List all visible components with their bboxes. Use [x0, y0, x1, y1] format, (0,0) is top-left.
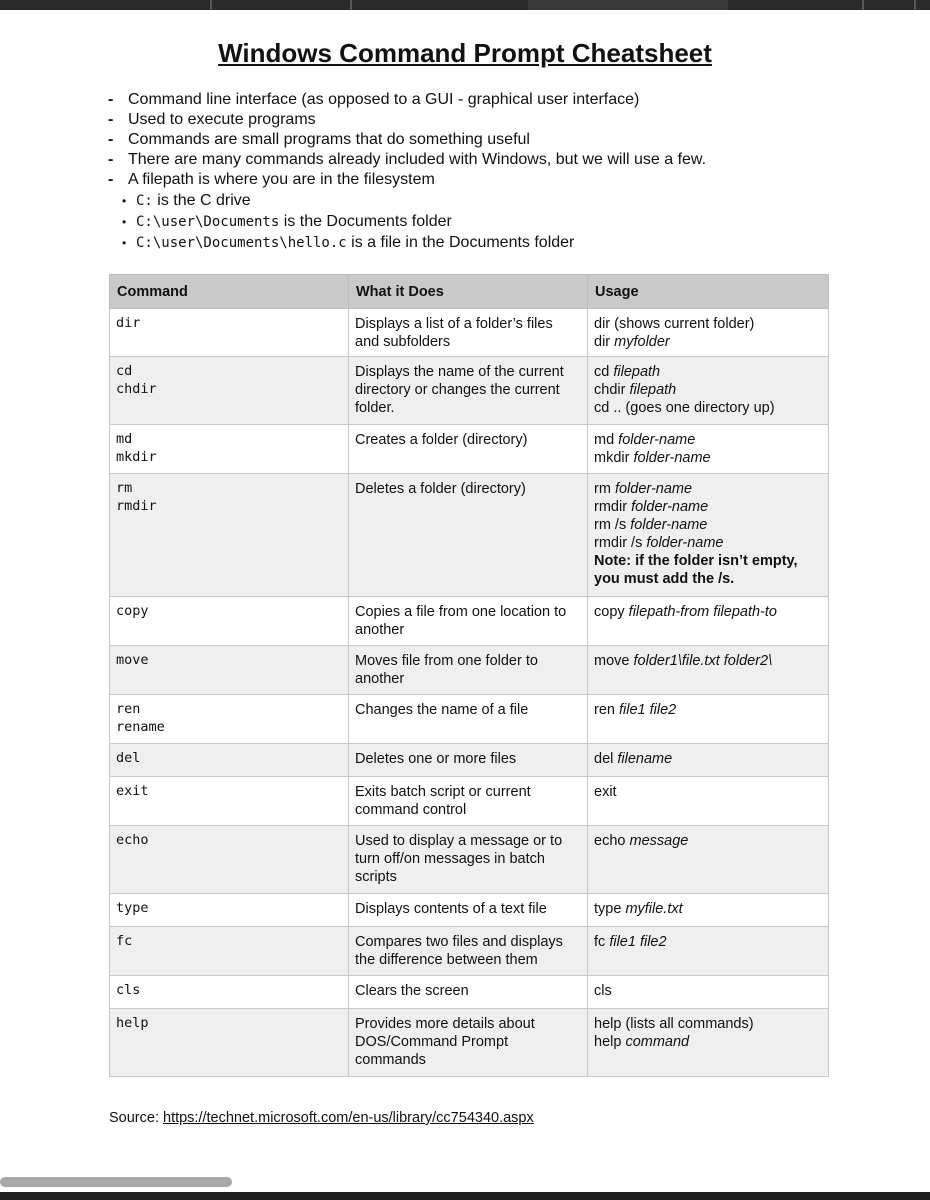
usage-argument: filepath — [613, 364, 661, 380]
usage-line — [594, 652, 822, 670]
dash-icon: - — [108, 91, 114, 108]
usage-text: del — [594, 751, 618, 767]
usage-argument: folder-name — [631, 499, 709, 515]
table-row — [110, 927, 829, 976]
list-item — [122, 190, 574, 211]
table-row — [110, 597, 829, 646]
command-name: rename — [116, 719, 165, 735]
dash-icon: - — [108, 131, 114, 148]
command-name: ren — [116, 701, 141, 717]
path-code: C: — [136, 193, 153, 209]
table-row — [110, 474, 829, 597]
description-text: another — [355, 671, 405, 687]
command-name: cls — [116, 982, 141, 998]
command-name: fc — [116, 933, 133, 949]
description-text: Displays contents of a text file — [355, 901, 547, 917]
description-cell — [349, 894, 588, 927]
usage-text: md — [594, 432, 619, 448]
path-code: C:\user\Documents — [136, 214, 280, 230]
usage-line — [594, 750, 822, 768]
description-text: the difference between them — [355, 952, 538, 968]
command-cell — [110, 646, 349, 695]
command-cell — [110, 309, 349, 357]
usage-cell — [588, 309, 829, 357]
usage-note: you must add the /s. — [594, 571, 735, 587]
usage-argument: folder-name — [618, 432, 696, 448]
top-bar-highlight — [528, 0, 728, 10]
description-text: scripts — [355, 869, 397, 885]
usage-text: rm — [594, 481, 615, 497]
usage-text: cls — [594, 983, 612, 999]
description-text: Exits batch script or current — [355, 784, 531, 800]
usage-line — [594, 480, 822, 498]
usage-line — [594, 431, 822, 449]
description-text: Deletes one or more files — [355, 751, 517, 767]
description-cell — [349, 976, 588, 1009]
description-text: Displays the name of the current — [355, 364, 564, 380]
list-item-text: Used to execute programs — [128, 111, 316, 128]
description-text: directory or changes the current — [355, 382, 560, 398]
usage-line — [594, 333, 822, 351]
intro-bullet-list — [108, 90, 706, 190]
usage-cell — [588, 1009, 829, 1077]
command-cell — [110, 1009, 349, 1077]
source-label: Source: — [109, 1110, 163, 1126]
path-code: C:\user\Documents\hello.c — [136, 235, 347, 251]
description-cell — [349, 309, 588, 357]
command-cell — [110, 597, 349, 646]
source-link[interactable]: https://technet.microsoft.com/en-us/library/cc754340.aspx — [163, 1110, 534, 1126]
dash-icon: - — [108, 111, 114, 128]
command-name: rmdir — [116, 498, 157, 514]
usage-text: fc — [594, 934, 610, 950]
description-cell — [349, 597, 588, 646]
usage-text: cd .. (goes one directory up) — [594, 400, 775, 416]
usage-line — [594, 982, 822, 1000]
usage-argument: file1 file2 — [619, 702, 677, 718]
table-row — [110, 976, 829, 1009]
description-cell — [349, 695, 588, 744]
command-name: mkdir — [116, 449, 157, 465]
top-bar-divider — [862, 0, 864, 10]
description-text: another — [355, 622, 405, 638]
table-header-row — [110, 275, 829, 309]
table-row — [110, 777, 829, 826]
usage-text: copy — [594, 604, 629, 620]
column-header: What it Does — [349, 275, 588, 309]
description-cell — [349, 425, 588, 474]
source-citation — [109, 1110, 534, 1126]
usage-text: help (lists all commands) — [594, 1016, 754, 1032]
usage-line — [594, 498, 822, 516]
usage-text: rmdir /s — [594, 535, 647, 551]
usage-text: mkdir — [594, 450, 634, 466]
table-row — [110, 357, 829, 425]
description-text: Provides more details about — [355, 1016, 535, 1032]
list-item — [108, 110, 706, 130]
usage-line — [594, 603, 822, 621]
description-text: Deletes a folder (directory) — [355, 481, 526, 497]
list-item-text: is the C drive — [152, 192, 251, 209]
description-cell — [349, 357, 588, 425]
description-text: turn off/on messages in batch — [355, 851, 545, 867]
usage-argument: folder-name — [633, 450, 711, 466]
command-cell — [110, 744, 349, 777]
description-text: Clears the screen — [355, 983, 469, 999]
bullet-dot-icon: • — [122, 194, 127, 208]
command-name: help — [116, 1015, 149, 1031]
bullet-dot-icon: • — [122, 236, 127, 250]
column-header: Usage — [588, 275, 829, 309]
description-cell — [349, 646, 588, 695]
command-cell — [110, 927, 349, 976]
top-bar-divider — [350, 0, 352, 10]
dash-icon: - — [108, 171, 114, 188]
list-item — [108, 170, 706, 190]
usage-cell — [588, 597, 829, 646]
usage-cell — [588, 777, 829, 826]
description-cell — [349, 927, 588, 976]
usage-text: move — [594, 653, 634, 669]
usage-line — [594, 900, 822, 918]
usage-argument: file1 file2 — [609, 934, 667, 950]
list-item — [122, 211, 574, 232]
usage-line — [594, 399, 822, 417]
description-text: Used to display a message or to — [355, 833, 563, 849]
usage-line — [594, 315, 822, 333]
usage-text: type — [594, 901, 626, 917]
usage-cell — [588, 357, 829, 425]
command-name: cd — [116, 363, 133, 379]
command-name: rm — [116, 480, 133, 496]
usage-line — [594, 449, 822, 467]
command-name: exit — [116, 783, 149, 799]
command-cell — [110, 826, 349, 894]
table-row — [110, 826, 829, 894]
command-table — [109, 274, 829, 1077]
usage-line — [594, 534, 822, 552]
table-row — [110, 894, 829, 927]
page-title: Windows Command Prompt Cheatsheet — [218, 38, 712, 68]
horizontal-scrollbar[interactable] — [0, 1177, 232, 1187]
usage-cell — [588, 425, 829, 474]
command-name: copy — [116, 603, 149, 619]
usage-text: cd — [594, 364, 614, 380]
usage-argument: myfile.txt — [625, 901, 683, 917]
description-cell — [349, 1009, 588, 1077]
usage-text: exit — [594, 784, 617, 800]
bullet-dot-icon: • — [122, 215, 127, 229]
usage-text: chdir — [594, 382, 630, 398]
usage-line — [594, 1015, 822, 1033]
description-cell — [349, 826, 588, 894]
top-bar-divider — [914, 0, 916, 10]
description-cell — [349, 474, 588, 597]
description-text: DOS/Command Prompt — [355, 1034, 509, 1050]
usage-text: echo — [594, 833, 630, 849]
usage-text: dir — [594, 334, 615, 350]
usage-argument: myfolder — [614, 334, 670, 350]
description-text: and subfolders — [355, 334, 451, 350]
description-text: command control — [355, 802, 467, 818]
usage-cell — [588, 474, 829, 597]
list-item-text: There are many commands already included with Windows, but we will use a few. — [128, 151, 707, 168]
usage-line — [594, 363, 822, 381]
usage-cell — [588, 646, 829, 695]
command-name: chdir — [116, 381, 157, 397]
table-row — [110, 309, 829, 357]
list-item-text: Commands are small programs that do something useful — [128, 131, 530, 148]
usage-line — [594, 381, 822, 399]
command-cell — [110, 976, 349, 1009]
filepath-sub-list — [122, 190, 574, 253]
usage-cell — [588, 976, 829, 1009]
usage-argument: folder1\file.txt folder2\ — [633, 653, 773, 669]
command-name: dir — [116, 315, 141, 331]
command-name: move — [116, 652, 149, 668]
description-text: folder. — [355, 400, 395, 416]
description-text: commands — [355, 1052, 426, 1068]
description-text: Compares two files and displays — [355, 934, 563, 950]
list-item — [108, 130, 706, 150]
column-header: Command — [110, 275, 349, 309]
usage-line — [594, 832, 822, 850]
command-name: echo — [116, 832, 149, 848]
usage-line — [594, 516, 822, 534]
usage-argument: folder-name — [630, 517, 708, 533]
command-cell — [110, 894, 349, 927]
description-cell — [349, 777, 588, 826]
list-item-text: is a file in the Documents folder — [346, 234, 575, 251]
usage-argument: command — [625, 1034, 690, 1050]
description-text: Displays a list of a folder’s files — [355, 316, 553, 332]
table-row — [110, 695, 829, 744]
list-item — [108, 90, 706, 110]
usage-line — [594, 1033, 822, 1051]
command-name: type — [116, 900, 149, 916]
table-row — [110, 1009, 829, 1077]
usage-argument: message — [629, 833, 689, 849]
usage-argument: filename — [617, 751, 673, 767]
description-text: Copies a file from one location to — [355, 604, 567, 620]
usage-cell — [588, 894, 829, 927]
usage-cell — [588, 927, 829, 976]
list-item-text: A filepath is where you are in the filesystem — [128, 171, 435, 188]
usage-argument: filepath-from filepath-to — [628, 604, 777, 620]
usage-argument: filepath — [629, 382, 677, 398]
table-row — [110, 646, 829, 695]
usage-cell — [588, 744, 829, 777]
usage-cell — [588, 695, 829, 744]
usage-text: rmdir — [594, 499, 632, 515]
description-text: Moves file from one folder to — [355, 653, 538, 669]
usage-text: rm /s — [594, 517, 631, 533]
command-cell — [110, 357, 349, 425]
list-item — [108, 150, 706, 170]
list-item-text: Command line interface (as opposed to a GUI - graphical user interface) — [128, 91, 640, 108]
usage-text: ren — [594, 702, 619, 718]
command-cell — [110, 474, 349, 597]
command-cell — [110, 425, 349, 474]
top-bar-divider — [210, 0, 212, 10]
usage-line — [594, 933, 822, 951]
top-bar — [0, 0, 930, 10]
list-item — [122, 232, 574, 253]
description-text: Creates a folder (directory) — [355, 432, 528, 448]
command-name: del — [116, 750, 141, 766]
usage-note: Note: if the folder isn’t empty, — [594, 553, 798, 569]
usage-line — [594, 701, 822, 719]
description-text: Changes the name of a file — [355, 702, 529, 718]
dash-icon: - — [108, 151, 114, 168]
table-row — [110, 425, 829, 474]
usage-argument: folder-name — [646, 535, 724, 551]
usage-line — [594, 783, 822, 801]
command-cell — [110, 695, 349, 744]
command-cell — [110, 777, 349, 826]
command-name: md — [116, 431, 133, 447]
usage-cell — [588, 826, 829, 894]
description-cell — [349, 744, 588, 777]
usage-text: help — [594, 1034, 626, 1050]
document-page — [0, 10, 930, 1192]
usage-text: dir (shows current folder) — [594, 316, 755, 332]
table-row — [110, 744, 829, 777]
list-item-text: is the Documents folder — [279, 213, 452, 230]
usage-argument: folder-name — [614, 481, 693, 497]
